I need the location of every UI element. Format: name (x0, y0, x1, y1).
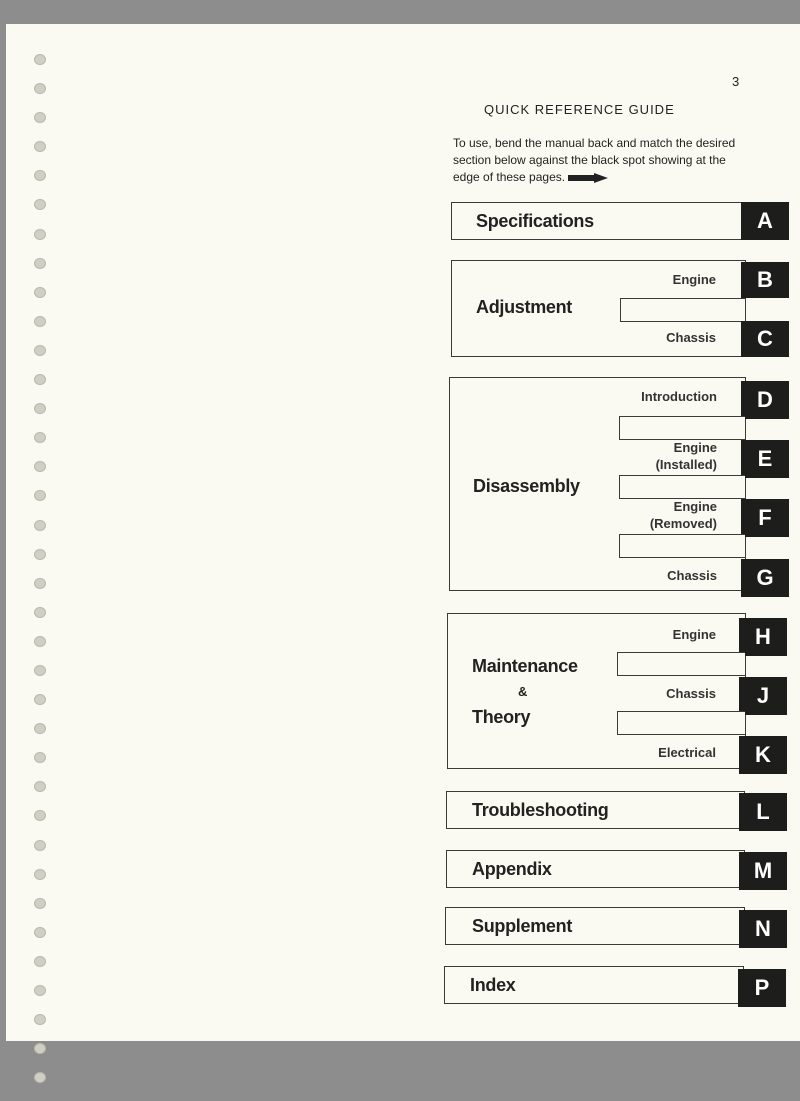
troubleshooting-label: Troubleshooting (472, 800, 609, 820)
disassembly-engine-installed-line2: (Installed) (655, 457, 717, 472)
tab-p[interactable]: P (738, 969, 786, 1007)
binder-hole (34, 694, 46, 705)
binder-hole (34, 170, 46, 181)
binder-hole (34, 287, 46, 298)
disassembly-divider-slot-3 (619, 534, 745, 558)
binder-hole (34, 229, 46, 240)
binder-hole (34, 112, 46, 123)
disassembly-label: Disassembly (473, 476, 580, 496)
tab-g[interactable]: G (741, 559, 789, 597)
adjustment-chassis-label: Chassis (666, 330, 716, 345)
binder-hole (34, 141, 46, 152)
binder-hole (34, 374, 46, 385)
tab-n[interactable]: N (739, 910, 787, 948)
tab-j[interactable]: J (739, 677, 787, 715)
binder-hole (34, 607, 46, 618)
binder-hole (34, 927, 46, 938)
supplement-label: Supplement (472, 916, 573, 936)
binder-hole (34, 461, 46, 472)
tab-a[interactable]: A (741, 202, 789, 240)
binder-hole (34, 345, 46, 356)
disassembly-divider-slot-2 (619, 475, 745, 499)
binder-hole (34, 432, 46, 443)
binder-hole (34, 490, 46, 501)
tab-b[interactable]: B (741, 262, 789, 298)
binder-hole (34, 316, 46, 327)
binder-hole (34, 83, 46, 94)
binder-hole (34, 549, 46, 560)
binder-hole (34, 810, 46, 821)
binder-hole (34, 578, 46, 589)
appendix-label: Appendix (472, 859, 552, 879)
guide-title: QUICK REFERENCE GUIDE (484, 102, 675, 117)
disassembly-engine-removed-line2: (Removed) (649, 516, 717, 531)
tab-f[interactable]: F (741, 499, 789, 537)
maintenance-chassis-label: Chassis (666, 686, 716, 701)
binder-hole (34, 898, 46, 909)
binder-hole (34, 403, 46, 414)
maintenance-label: Maintenance (472, 656, 578, 676)
adjustment-divider-slot (620, 298, 745, 322)
disassembly-divider-slot-1 (619, 416, 745, 440)
maintenance-engine-label: Engine (672, 627, 716, 642)
binder-hole (34, 985, 46, 996)
binder-hole (34, 1043, 46, 1054)
arrow-right-icon (568, 173, 608, 183)
instructions (453, 135, 753, 186)
manual-page (6, 24, 800, 1041)
disassembly-engine-installed-line1: Engine (673, 440, 717, 455)
disassembly-engine-removed-line1: Engine (673, 499, 717, 514)
ampersand-label: & (518, 684, 528, 699)
adjustment-label: Adjustment (476, 297, 573, 317)
binder-hole (34, 956, 46, 967)
binder-hole (34, 665, 46, 676)
binder-hole (34, 869, 46, 880)
tab-m[interactable]: M (739, 852, 787, 890)
tab-k[interactable]: K (739, 736, 787, 774)
binder-hole (34, 520, 46, 531)
specifications-label: Specifications (476, 211, 594, 231)
tab-h[interactable]: H (739, 618, 787, 656)
disassembly-introduction-label: Introduction (641, 389, 717, 404)
maintenance-divider-slot-2 (617, 711, 745, 735)
binder-hole (34, 840, 46, 851)
page-number: 3 (732, 74, 740, 89)
maintenance-electrical-label: Electrical (658, 745, 716, 760)
binder-hole (34, 752, 46, 763)
disassembly-chassis-label: Chassis (667, 568, 717, 583)
binder-hole (34, 723, 46, 734)
binder-hole (34, 258, 46, 269)
binder-holes (34, 54, 48, 1101)
instructions-text: To use, bend the manual back and match the desired section below against the black spot showing at the edge of these pages. (453, 136, 736, 184)
theory-label: Theory (472, 707, 531, 727)
binder-hole (34, 636, 46, 647)
tab-d[interactable]: D (741, 381, 789, 419)
maintenance-divider-slot-1 (617, 652, 745, 676)
tab-c[interactable]: C (741, 321, 789, 357)
binder-hole (34, 1014, 46, 1025)
index-label: Index (470, 975, 516, 995)
binder-hole (34, 199, 46, 210)
adjustment-engine-label: Engine (672, 272, 716, 287)
binder-hole (34, 54, 46, 65)
tab-e[interactable]: E (741, 440, 789, 478)
binder-hole (34, 781, 46, 792)
binder-hole (34, 1072, 46, 1083)
tab-l[interactable]: L (739, 793, 787, 831)
